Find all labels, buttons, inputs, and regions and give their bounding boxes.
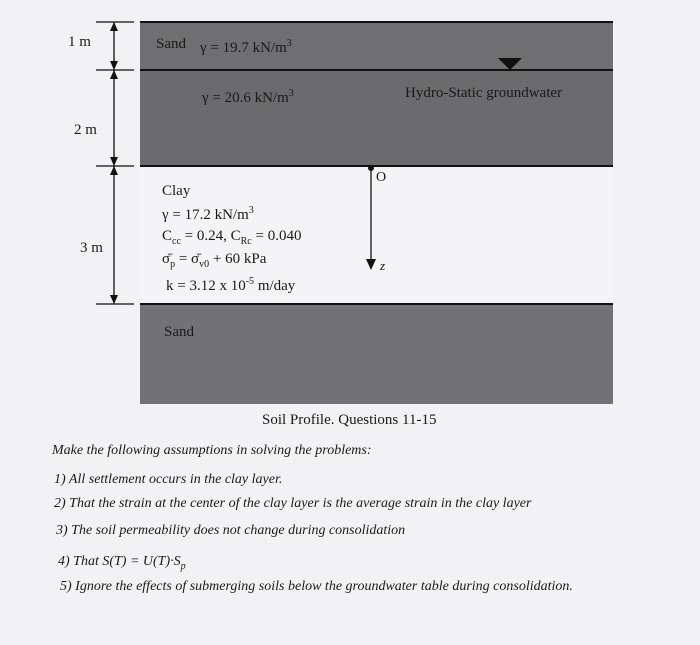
thickness-2m: 2 m [74, 122, 97, 138]
clay-label: Clay [162, 183, 191, 199]
compression-indices: $C_{cc} = 0.24$, $C_{Rc} = 0.040$ [162, 228, 302, 247]
assumptions-intro: Make the following assumptions in solving the problems: [52, 443, 372, 458]
preconsolidation-stress: $\sigmā_p$ = $\sigmā_{v0} + 60$ kPa [162, 251, 267, 270]
origin-label: O [376, 170, 387, 185]
sand-top-label: Sand [156, 36, 186, 52]
thickness-1m: 1 m [68, 34, 91, 50]
groundwater-label: Hydro-Static groundwater [405, 85, 563, 101]
permeability: k = 3.12 x $10^{-5}$ m/day [166, 276, 296, 294]
thickness-3m: 3 m [80, 240, 103, 256]
assumption-2: 2) That the strain at the center of the clay layer is the average strain in the clay layer [54, 496, 532, 511]
figure-caption: Soil Profile. Questions 11-15 [262, 412, 437, 428]
saturated-unit-weight: γ = 20.6 $kN/m^3$ [202, 88, 294, 106]
assumption-1: 1) All settlement occurs in the clay layer. [54, 472, 283, 487]
z-axis-label: z [380, 258, 386, 273]
sand-top-unit-weight: γ = 19.7 $kN/m^3$ [200, 38, 292, 56]
assumption-3: 3) The soil permeability does not change during consolidation [56, 523, 406, 538]
assumption-5: 5) Ignore the effects of submerging soils below the groundwater table during consolidation. [60, 579, 573, 594]
clay-unit-weight: γ = 17.2 $kN/m^3$ [162, 205, 254, 223]
assumption-4: 4) That $S(T) = U(T)\cdot S_p$ [58, 554, 186, 572]
sand-bottom-label: Sand [164, 324, 194, 340]
